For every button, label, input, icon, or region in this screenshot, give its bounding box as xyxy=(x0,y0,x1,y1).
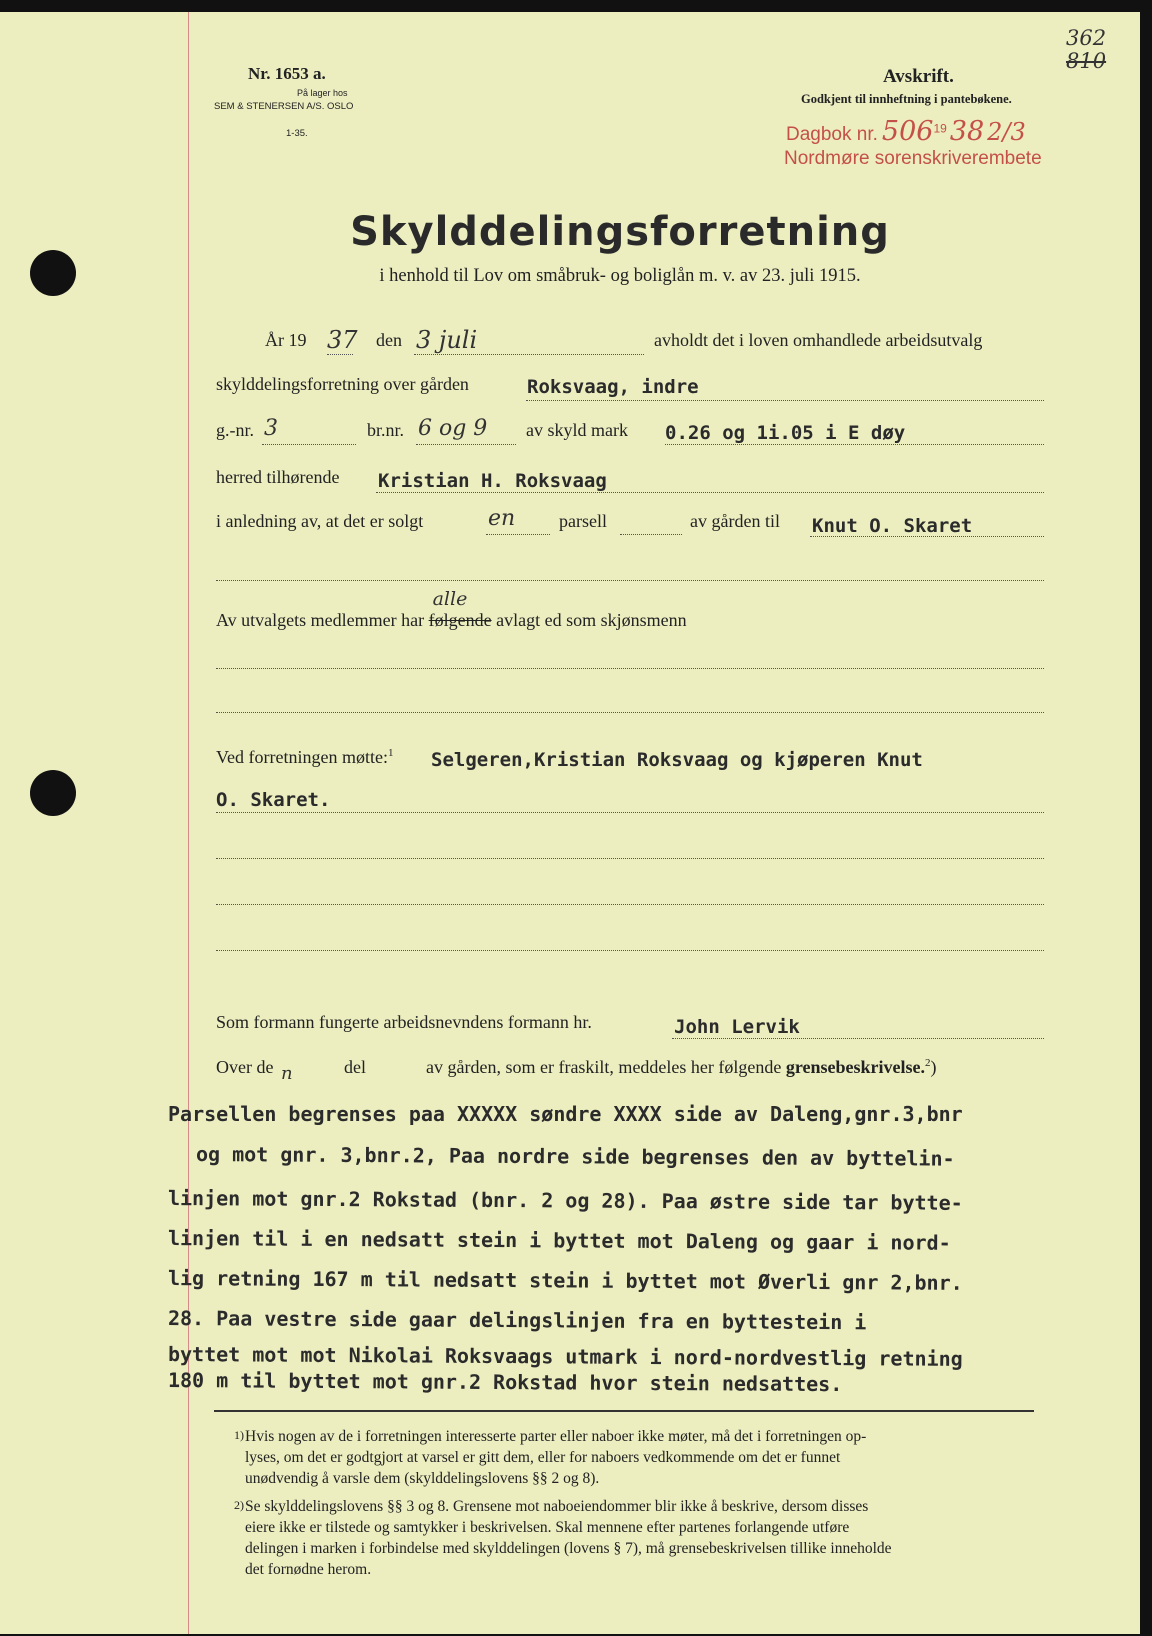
publisher-date: 1-35. xyxy=(286,128,308,139)
members-label-start: Av utvalgets medlemmer har xyxy=(216,610,425,630)
footnote-1 xyxy=(245,1426,1045,1489)
members-label-end: avlagt ed som skjønsmenn xyxy=(496,610,687,630)
description-line: 28. Paa vestre side gaar delingslinjen fra en byttestein i xyxy=(167,1306,867,1335)
document-page xyxy=(0,12,1140,1634)
present-line-1: Selgeren,Kristian Roksvaag og kjøperen Knut xyxy=(431,749,923,771)
dagbok-label: Dagbok nr. xyxy=(786,124,878,145)
dagbok-stamp xyxy=(786,116,1026,147)
chair-value: John Lervik xyxy=(674,1016,800,1038)
publisher-name: SEM & STENERSEN A/S. OSLO xyxy=(214,101,354,112)
skyld-label: av skyld mark xyxy=(526,420,628,440)
footnote-line: Hvis nogen av de i forretningen interesserte parter eller naboer ikke møter, må det i forretningen op- xyxy=(245,1428,867,1445)
dagbok-year: 38 xyxy=(949,116,985,147)
boundary-close: ) xyxy=(930,1057,937,1077)
dagbok-date: 2/3 xyxy=(987,118,1026,146)
footnote-line: unødvendig å varsle dem (skylddelingslovens §§ 2 og 8). xyxy=(245,1470,600,1487)
parsell-label: parsell xyxy=(559,511,607,531)
boundary-label xyxy=(426,1057,937,1078)
description-line: linjen mot gnr.2 Rokstad (bnr. 2 og 28). Paa østre side tar bytte- xyxy=(167,1186,963,1215)
present-label xyxy=(216,747,393,768)
over-label: Over de xyxy=(216,1057,274,1077)
skyld-value: 0.26 og 1i.05 i E døy xyxy=(665,422,906,444)
footnote-mark: 1) xyxy=(234,1428,244,1442)
del-label: del xyxy=(344,1057,366,1077)
document-subtitle: i henhold til Lov om småbruk- og boliglån m. v. av 23. juli 1915. xyxy=(379,266,861,286)
over-value: n xyxy=(281,1063,293,1084)
year-value: 37 xyxy=(327,326,358,354)
members-hand: alle xyxy=(432,588,468,610)
footnote-line: det fornødne herom. xyxy=(245,1561,372,1578)
copy-label: Avskrift. xyxy=(883,66,954,87)
buyer-value: Knut O. Skaret xyxy=(812,515,973,537)
farm-value: Roksvaag, indre xyxy=(527,376,699,398)
description-line: og mot gnr. 3,bnr.2, Paa nordre side begrenses den av byttelin- xyxy=(195,1142,955,1171)
members-label xyxy=(216,588,687,631)
members-struck: følgende xyxy=(428,610,492,630)
form-number: Nr. 1653 a. xyxy=(248,64,326,83)
farm-label: skylddelingsforretning over gården xyxy=(216,374,469,394)
description-line: lig retning 167 m til nedsatt stein i byttet mot Øverli gnr 2,bnr. xyxy=(167,1266,963,1295)
dagbok-year-prefix: 19 xyxy=(933,121,947,136)
footnote-2 xyxy=(245,1496,1045,1580)
punch-hole xyxy=(30,770,76,816)
date-label: den xyxy=(376,330,402,350)
page-number: 362 xyxy=(1066,26,1107,50)
present-line-2: O. Skaret. xyxy=(216,789,331,811)
footnote-mark: 2) xyxy=(234,1498,244,1512)
publisher-line: På lager hos xyxy=(297,88,348,98)
bnr-value: 6 og 9 xyxy=(418,416,488,441)
description-line: Parsellen begrenses paa XXXXX søndre XXXX side av Daleng,gnr.3,bnr xyxy=(168,1102,963,1126)
boundary-label-bold: grensebeskrivelse. xyxy=(785,1057,926,1077)
chair-label: Som formann fungerte arbeidsnevndens formann hr. xyxy=(216,1012,592,1032)
description-line: byttet mot mot Nikolai Roksvaags utmark i nord-nordvestlig retning xyxy=(167,1342,963,1371)
present-label-text: Ved forretningen møtte: xyxy=(216,747,388,767)
reason-label: i anledning av, at det er solgt xyxy=(216,511,424,531)
date-value: 3 juli xyxy=(416,326,478,354)
footnote-line: Se skylddelingslovens §§ 3 og 8. Grensene mot naboeiendommer blir ikke å beskrive, dersom disses xyxy=(245,1498,869,1515)
page-number-old: 810 xyxy=(1066,49,1107,73)
boundary-label-start: av gården, som er fraskilt, meddeles her følgende xyxy=(426,1057,782,1077)
boundary-mark: 2 xyxy=(925,1057,931,1069)
description-line: linjen til i en nedsatt stein i byttet mot Daleng og gaar i nord- xyxy=(167,1226,951,1255)
footnote-line: lyses, om det er godtgjort at varsel er gitt dem, eller for naboers vedkommende om det er funnet xyxy=(245,1449,841,1466)
present-mark: 1 xyxy=(387,747,394,759)
footnote-line: eiere ikke er tilstede og samtykker i beskrivelsen. Skal mennene efter partenes forlangende utføre xyxy=(245,1519,850,1536)
herred-label: herred tilhørende xyxy=(216,467,340,487)
dagbok-number: 506 xyxy=(881,116,934,147)
gnr-value: 3 xyxy=(264,416,278,441)
footnote-line: delingen i marken i forbindelse med skylddelingen (lovens § 7), må grensebeskrivelsen tillike inneholde xyxy=(245,1540,892,1557)
document-title: Skylddelingsforretning xyxy=(350,209,890,255)
gnr-label: g.-nr. xyxy=(216,420,254,440)
bnr-label: br.nr. xyxy=(367,420,405,440)
office-stamp: Nordmøre sorenskriverembete xyxy=(784,148,1042,169)
owner-value: Kristian H. Roksvaag xyxy=(378,470,607,492)
approval-text: Godkjent til innheftning i pantebøkene. xyxy=(801,92,1012,106)
buyer-label: av gården til xyxy=(690,511,780,531)
reason-value: en xyxy=(488,506,516,531)
separator-line xyxy=(214,1410,1034,1412)
description-line: 180 m til byttet mot gnr.2 Rokstad hvor stein nedsattes. xyxy=(167,1368,843,1397)
year-label: År 19 xyxy=(265,330,307,350)
held-text: avholdt det i loven omhandlede arbeidsutvalg xyxy=(654,330,983,350)
